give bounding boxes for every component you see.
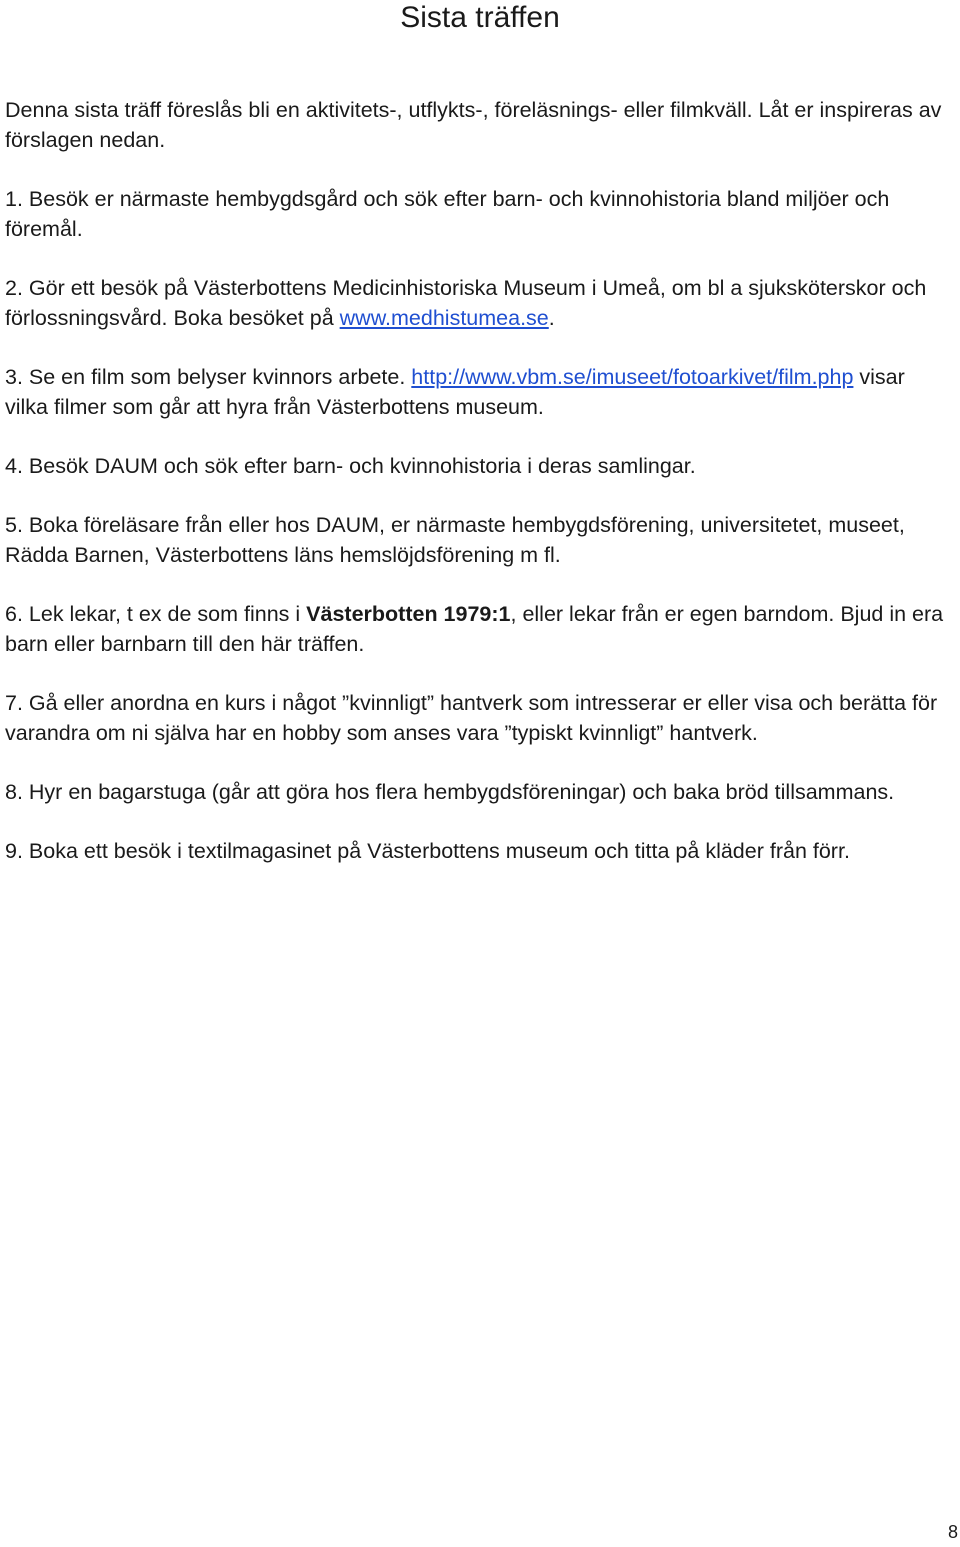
list-item-6-text: 6. Lek lekar, t ex de som finns i — [5, 602, 307, 626]
list-item-1: 1. Besök er närmaste hembygdsgård och sök efter barn- och kvinnohistoria bland miljöer och föremål. — [5, 187, 890, 241]
vbm-film-link[interactable]: http://www.vbm.se/imuseet/fotoarkivet/film.php — [411, 365, 854, 389]
bold-reference: Västerbotten 1979:1 — [306, 602, 511, 626]
list-item-9: 9. Boka ett besök i textilmagasinet på Västerbottens museum och titta på kläder från förr. — [5, 839, 850, 863]
list-item-3-end: visar vilka filmer som går att hyra från Västerbottens museum. — [5, 365, 905, 419]
list-item-6 — [5, 599, 953, 659]
list-item-3-text: 3. Se en film som belyser kvinnors arbete. — [5, 365, 412, 389]
list-item-8: 8. Hyr en bagarstuga (går att göra hos flera hembygdsföreningar) och baka bröd tillsammans. — [5, 780, 895, 804]
document-body — [5, 95, 953, 895]
medhistumea-link[interactable]: www.medhistumea.se — [339, 306, 549, 330]
list-item-2-end: . — [548, 306, 555, 330]
list-item-6-end: , eller lekar från er egen barndom. Bjud in era barn eller barnbarn till den här träffen. — [5, 602, 944, 656]
list-item-2 — [5, 273, 953, 333]
page-title: Sista träffen — [400, 1, 560, 34]
list-item-3 — [5, 362, 953, 422]
list-item-5: 5. Boka föreläsare från eller hos DAUM, er närmaste hembygdsförening, universitetet, museet, Rädda Barnen, Västerbottens läns hemslöjdsförening m fl. — [5, 513, 905, 567]
page-number: 8 — [947, 1522, 958, 1542]
list-item-4: 4. Besök DAUM och sök efter barn- och kvinnohistoria i deras samlingar. — [5, 454, 696, 478]
intro-paragraph: Denna sista träff föreslås bli en aktivitets-, utflykts-, föreläsnings- eller filmkväll. Låt er inspireras av förslagen nedan. — [5, 98, 942, 152]
list-item-7: 7. Gå eller anordna en kurs i något ”kvinnligt” hantverk som intresserar er eller visa och berätta för varandra om ni själva har en hobby som anses vara ”typiskt kvinnligt” hantverk. — [5, 691, 938, 745]
list-item-2-text: 2. Gör ett besök på Västerbottens Medicinhistoriska Museum i Umeå, om bl a sjuksköterskor och förlossningsvård. Boka besöket på — [5, 276, 927, 330]
